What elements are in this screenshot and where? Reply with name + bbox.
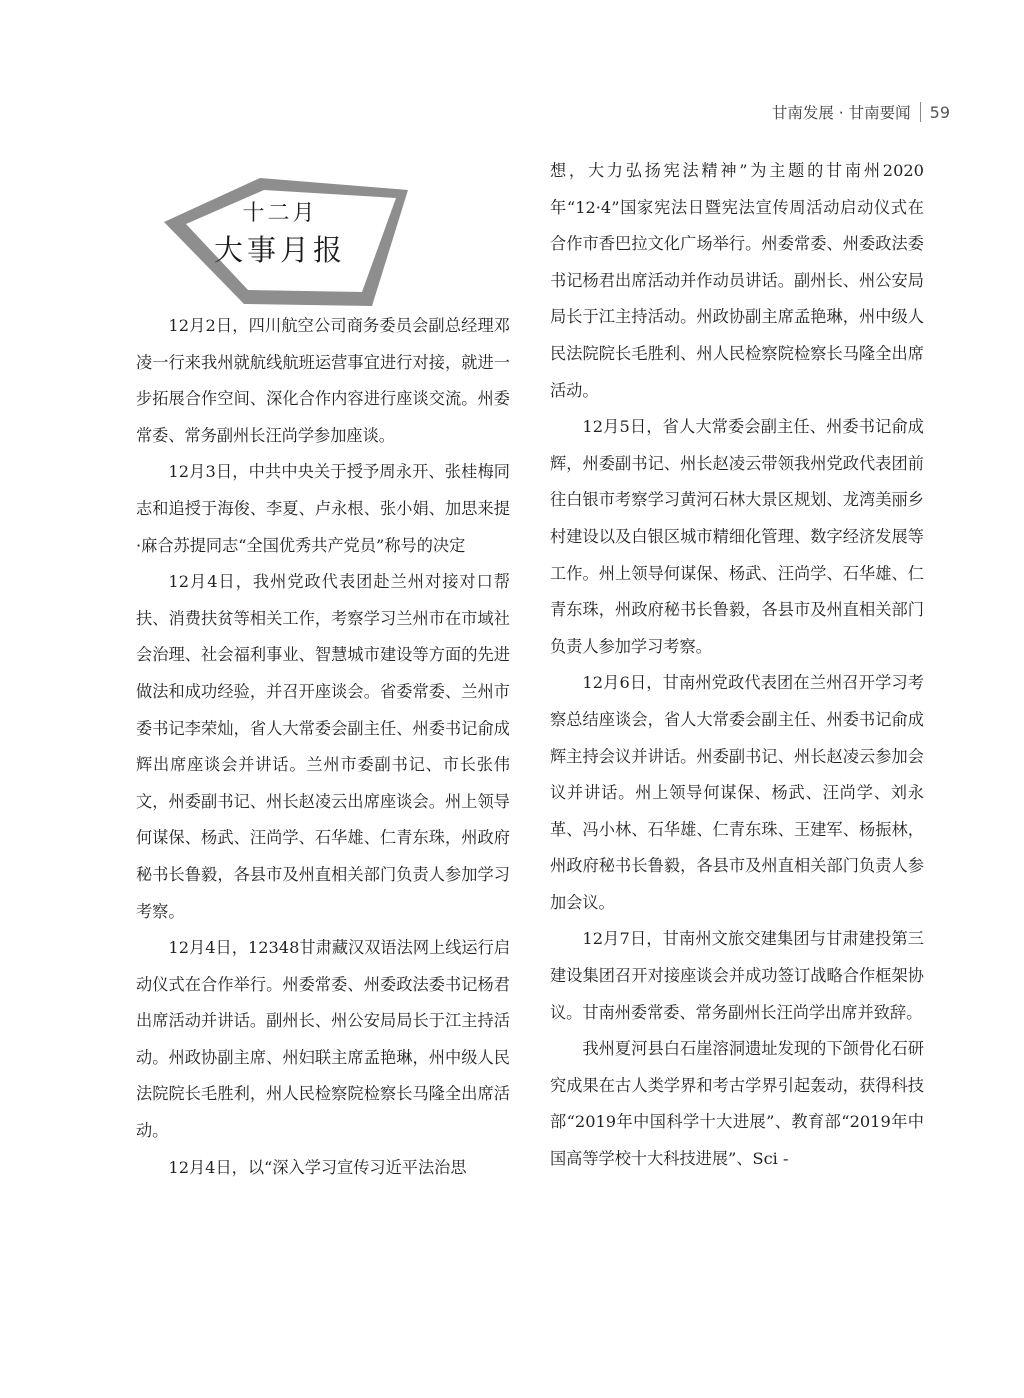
right-column xyxy=(550,153,924,1178)
section-title: 甘南发展 · 甘南要闻 xyxy=(771,104,911,122)
entry-paragraph: 12月5日，省人大常委会副主任、州委书记俞成辉，州委副书记、州长赵凌云带领我州党政代表团前往白银市考察学习黄河石林大景区规划、龙湾美丽乡村建设以及白银区城市精细化管理、数字经济发展等工作。州上领导何谋保、杨武、汪尚学、石华雄、仁青东珠，州政府秘书长鲁毅，各县市及州直相关部门负责人参加学习考察。 xyxy=(550,417,924,656)
entry-paragraph-continued: 想，大力弘扬宪法精神”为主题的甘南州2020年“12·4”国家宪法日暨宪法宣传周活动启动仪式在合作市香巴拉文化广场举行。州委常委、州委政法委书记杨君出席活动并作动员讲话。副州长、州公安局局长于江主持活动。州政协副主席孟艳琳，州中级人民法院院长毛胜利、州人民检察院检察长马隆全出席活动。 xyxy=(550,161,924,400)
badge-month: 十二月 xyxy=(242,201,318,226)
entry-paragraph: 12月7日，甘南州文旅交建集团与甘肃建投第三建设集团召开对接座谈会并成功签订战略合作框架协议。甘南州委常委、常务副州长汪尚学出席并致辞。 xyxy=(550,929,924,1022)
entry-paragraph: 12月4日，以“深入学习宣传习近平法治思 xyxy=(168,1157,467,1177)
header-divider xyxy=(920,102,921,122)
section-badge xyxy=(160,176,410,308)
entry-paragraph: 12月6日，甘南州党政代表团在兰州召开学习考察总结座谈会，省人大常委会副主任、州委书记俞成辉主持会议并讲话。州委副书记、州长赵凌云参加会议并讲话。州上领导何谋保、杨武、汪尚学、刘永革、冯小林、石华雄、仁青东珠、王建军、杨振林，州政府秘书长鲁毅，各县市及州直相关部门负责人参加会议。 xyxy=(550,673,924,912)
entry-paragraph: 12月4日，我州党政代表团赴兰州对接对口帮扶、消费扶贫等相关工作，考察学习兰州市在市域社会治理、社会福利事业、智慧城市建设等方面的先进做法和成功经验，并召开座谈会。省委常委、兰州市委书记李荣灿，省人大常委会副主任、州委书记俞成辉出席座谈会并讲话。兰州市委副书记、市长张伟文，州委副书记、州长赵凌云出席座谈会。州上领导何谋保、杨武、汪尚学、石华雄、仁青东珠，州政府秘书长鲁毅，各县市及州直相关部门负责人参加学习考察。 xyxy=(136,572,510,921)
entry-paragraph: 12月2日，四川航空公司商务委员会副总经理邓凌一行来我州就航线航班运营事宜进行对接，就进一步拓展合作空间、深化合作内容进行座谈交流。州委常委、常务副州长汪尚学参加座谈。 xyxy=(136,316,510,445)
running-header xyxy=(772,100,950,124)
badge-title: 大事月报 xyxy=(213,233,346,267)
entry-paragraph: 我州夏河县白石崖溶洞遗址发现的下颌骨化石研究成果在古人类学界和考古学界引起轰动，获得科技部“2019年中国科学十大进展”、教育部“2019年中国高等学校十大科技进展”、Sci - xyxy=(550,1039,924,1169)
left-column xyxy=(136,308,510,1186)
entry-paragraph: 12月4日，12348甘肃藏汉双语法网上线运行启动仪式在合作举行。州委常委、州委政法委书记杨君出席活动并讲话。副州长、州公安局局长于江主持活动。州政协副主席、州妇联主席孟艳琳，州中级人民法院院长毛胜利，州人民检察院检察长马隆全出席活动。 xyxy=(136,938,510,1141)
entry-paragraph: 12月3日，中共中央关于授予周永开、张桂梅同志和追授于海俊、李夏、卢永根、张小娟、加思来提·麻合苏提同志“全国优秀共产党员”称号的决定 xyxy=(136,462,510,555)
page-number: 59 xyxy=(929,102,950,122)
